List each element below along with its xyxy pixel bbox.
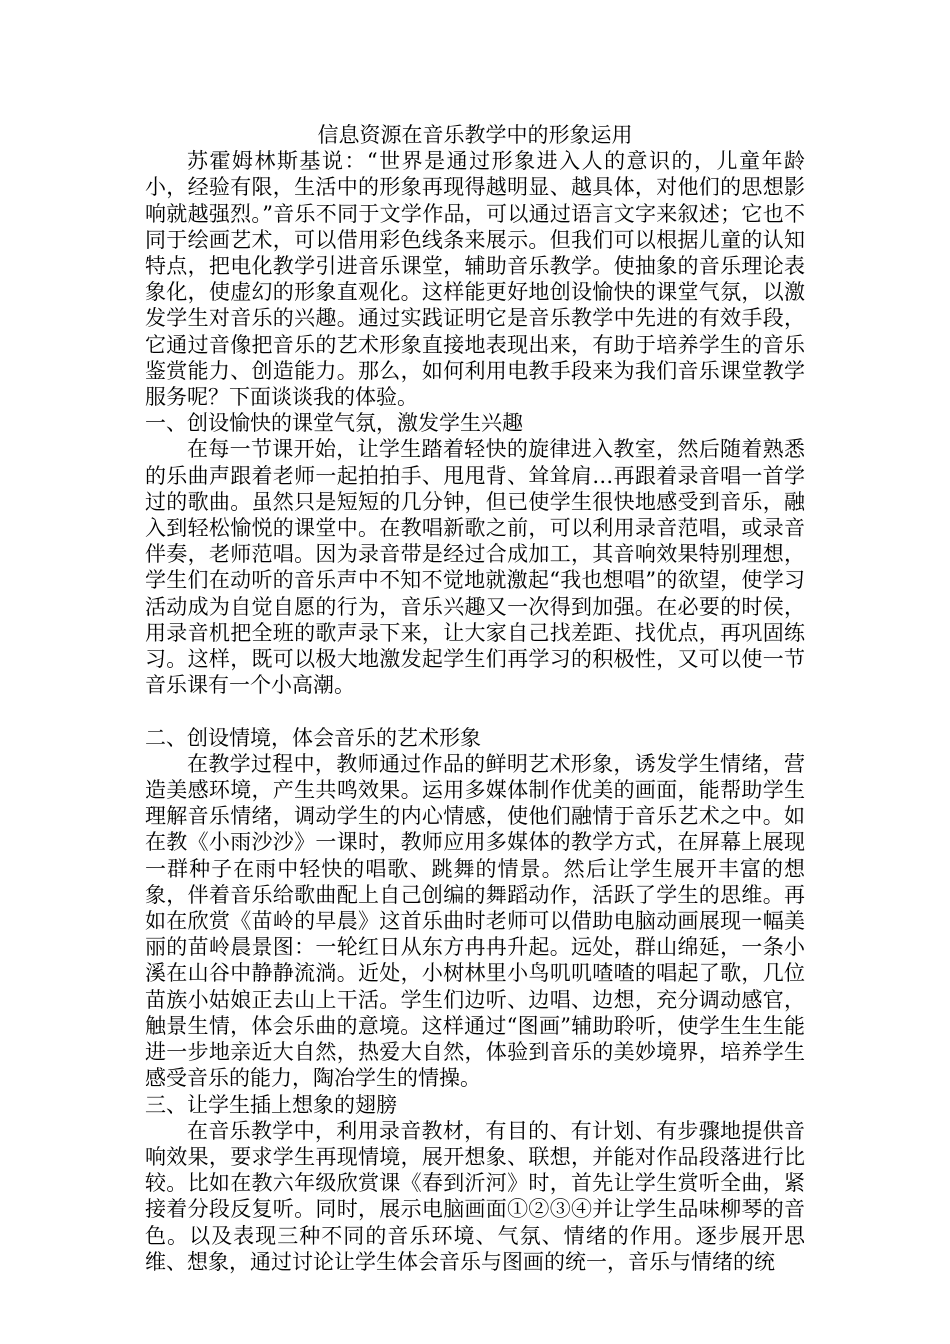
intro-paragraph: 苏霍姆林斯基说：“世界是通过形象进入人的意识的，儿童年龄小，经验有限，生活中的形象再现得越明显、越具体，对他们的思想影响就越强烈。”音乐不同于文学作品，可以通过语言文字来叙述；它也不同于绘画艺术，可以借用彩色线条来展示。但我们可以根据儿童的认知特点，把电化教学引进音乐课堂，辅助音乐教学。使抽象的音乐理论表象化，使虚幻的形象直观化。这样能更好地创设愉快的课堂气氛，以激发学生对音乐的兴趣。通过实践证明它是音乐教学中先进的有效手段，它通过音像把音乐的艺术形象直接地表现出来，有助于培养学生的音乐鉴赏能力、创造能力。那么，如何利用电教手段来为我们音乐课堂教学服务呢？下面谈谈我的体验。 <box>145 149 805 410</box>
section-2-paragraph: 在教学过程中，教师通过作品的鲜明艺术形象，诱发学生情绪，营造美感环境，产生共鸣效果。运用多媒体制作优美的画面，能帮助学生理解音乐情绪，调动学生的内心情感，使他们融情于音乐艺术之中。如在教《小雨沙沙》一课时，教师应用多媒体的教学方式，在屏幕上展现一群种子在雨中轻快的唱歌、跳舞的情景。然后让学生展开丰富的想象，伴着音乐给歌曲配上自己创编的舞蹈动作，活跃了学生的思维。再如在欣赏《苗岭的早晨》这首乐曲时老师可以借助电脑动画展现一幅美丽的苗岭晨景图：一轮红日从东方冉冉升起。远处，群山绵延，一条小溪在山谷中静静流淌。近处，小树林里小鸟叽叽喳喳的唱起了歌，几位苗族小姑娘正去山上干活。学生们边听、边唱、边想，充分调动感官，触景生情，体会乐曲的意境。这样通过“图画”辅助聆听，使学生生生能进一步地亲近大自然，热爱大自然，体验到音乐的美妙境界，培养学生感受音乐的能力，陶冶学生的情操。 <box>145 751 805 1091</box>
section-heading-1: 一、创设愉快的课堂气氛，激发学生兴趣 <box>145 411 523 436</box>
section-1-paragraph: 在每一节课开始，让学生踏着轻快的旋律进入教室，然后随着熟悉的乐曲声跟着老师一起拍拍手、甩甩背、耸耸肩…再跟着录音唱一首学过的歌曲。虽然只是短短的几分钟，但已使学生很快地感受到音乐，融入到轻松愉悦的课堂中。在教唱新歌之前，可以利用录音范唱，或录音伴奏，老师范唱。因为录音带是经过合成加工，其音响效果特别理想，学生们在动听的音乐声中不知不觉地就激起“我也想唱”的欲望，使学习活动成为自觉自愿的行为，音乐兴趣又一次得到加强。在必要的时侯，用录音机把全班的歌声录下来，让大家自己找差距、找优点，再巩固练习。这样，既可以极大地激发起学生们再学习的积极性，又可以使一节音乐课有一个小高潮。 <box>145 437 805 698</box>
document-title: 信息资源在音乐教学中的形象运用 <box>317 123 633 147</box>
document-page <box>145 122 805 1275</box>
section-3-paragraph: 在音乐教学中，利用录音教材，有目的、有计划、有步骤地提供音响效果，要求学生再现情境，展开想象、联想，并能对作品段落进行比较。比如在教六年级欣赏课《春到沂河》时，首先让学生赏听全曲，紧接着分段反复听。同时，展示电脑画面①②③④并让学生品味柳琴的音色。以及表现三种不同的音乐环境、气氛、情绪的作用。逐步展开思维、想象，通过讨论让学生体会音乐与图画的统一，音乐与情绪的统 <box>145 1118 805 1274</box>
section-heading-2: 二、创设情境，体会音乐的艺术形象 <box>145 725 481 750</box>
section-heading-3: 三、让学生插上想象的翅膀 <box>145 1092 397 1117</box>
blank-line <box>145 698 805 724</box>
